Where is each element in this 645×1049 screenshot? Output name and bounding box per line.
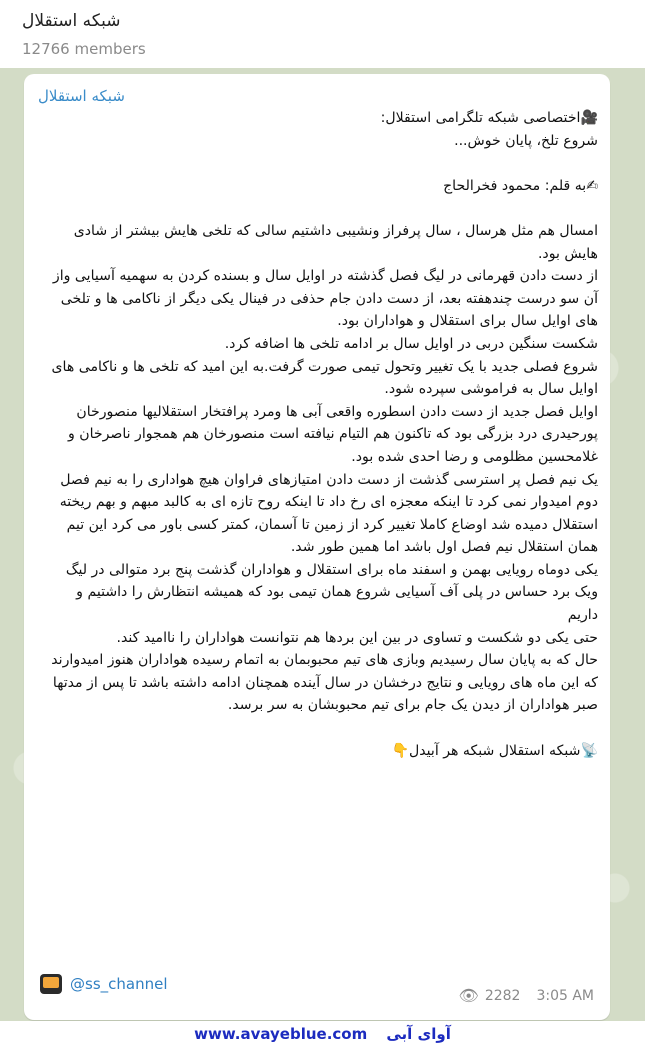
site-url[interactable]: www.avayeblue.com [194, 1025, 368, 1043]
channel-handle[interactable]: @ss_channel [70, 975, 168, 993]
message-line: ✍به قلم: محمود فخرالحاج [443, 177, 598, 194]
message-line: امسال هم مثل هرسال ، سال پرفراز ونشیبی داشتیم سالی که تلخی هایش بیشتر از شادی هایش بود. [69, 222, 598, 262]
message-line: شکست سنگین دربی در اوایل سال بر ادامه تلخی ها اضافه کرد. [224, 335, 598, 352]
message-line [42, 152, 598, 175]
member-count: 12766 members [22, 40, 146, 58]
message-meta [459, 986, 595, 1005]
message-text [42, 107, 598, 762]
message-author[interactable]: شبکه استقلال [38, 87, 125, 105]
message-line: یک نیم فصل پر استرسی گذشت از دست دادن امتیازهای فراوان هیچ هواداری را به نیم فصل دوم امیدوار نمی کرد تا اینکه معجزه ای رخ داد تا اینکه روح تازه ای به کالبد مبهم و بهم ریخته استقلال دمیده شد اوضاع کاملا تغییر کرد از زمین تا آسمان، کمتر کسی باور می کرد این تیم همان استقلال نیم فصل اول باشد اما همین طور شد. [55, 471, 598, 556]
message-line: شروع فصلی جدید با یک تغییر وتحول تیمی صورت گرفت.به این امید که تلخی ها و ناکامی های اوایل سال به فراموشی سپرده شود. [47, 358, 598, 398]
message-time: 3:05 AM [536, 987, 594, 1004]
message-line: حال که به پایان سال رسیدیم وبازی های تیم محبوبمان به اتمام رسیده هواداران هنوز امیدوارند که این ماه های رویایی و نتایج درخشان در سال آینده همچنان ادامه داشته باشد تا پس از مدتها صبر هواداران از دیدن یک جام برای تیم محبوبشان به سر برسد. [46, 652, 598, 714]
view-count: 2282 [484, 987, 521, 1004]
eye-icon: 👁 [458, 986, 479, 1005]
channel-header[interactable] [0, 0, 645, 69]
message-line: شروع تلخ، پایان خوش... [454, 132, 598, 149]
channel-handle-link[interactable] [40, 974, 168, 994]
message-line: اوایل فصل جدید از دست دادن اسطوره واقعی آبی ها ومرد پرافتخار استقلالیها منصورخان پورحیدری درد بزرگی بود که تاکنون هم التیام نیافته است منصورخان هم همجوار ناصرخان و غلامحسین مظلومی و رضا احدی شده بود. [63, 403, 598, 465]
message-line [42, 197, 598, 220]
message-line: 🎥اختصاصی شبکه تلگرامی استقلال: [380, 110, 598, 126]
channel-title[interactable]: شبکه استقلال [22, 11, 121, 31]
tv-icon [40, 974, 62, 994]
brand-name: آوای آبی [386, 1025, 451, 1043]
message-line: حتی یکی دو شکست و تساوی در بین این بردها هم نتوانست هواداران را ناامید کند. [116, 629, 598, 646]
message-line: از دست دادن قهرمانی در لیگ فصل گذشته در اوایل سال و بسنده کردن به سهمیه آسیایی واز آن سو درست چندهفته بعد، از دست دادن جام حذفی در فینال یکی دیگر از ناکامی ها و تلخی های اوایل سال برای استقلال و هواداران بود. [48, 268, 598, 330]
message-line: یکی دوماه رویایی بهمن و اسفند ماه برای استقلال و هواداران گذشت پنج برد متوالی در لیگ ویک برد حساس در پلی آف آسیایی شروع همان تیمی بود که همیشه انتظارش را داشتیم و داریم [61, 561, 598, 624]
message-line: 📡شبکه استقلال شبکه هر آبیدل👇 [391, 742, 598, 759]
message-line [42, 717, 598, 740]
message-bubble[interactable] [24, 74, 610, 1020]
watermark-footer [0, 1021, 645, 1049]
